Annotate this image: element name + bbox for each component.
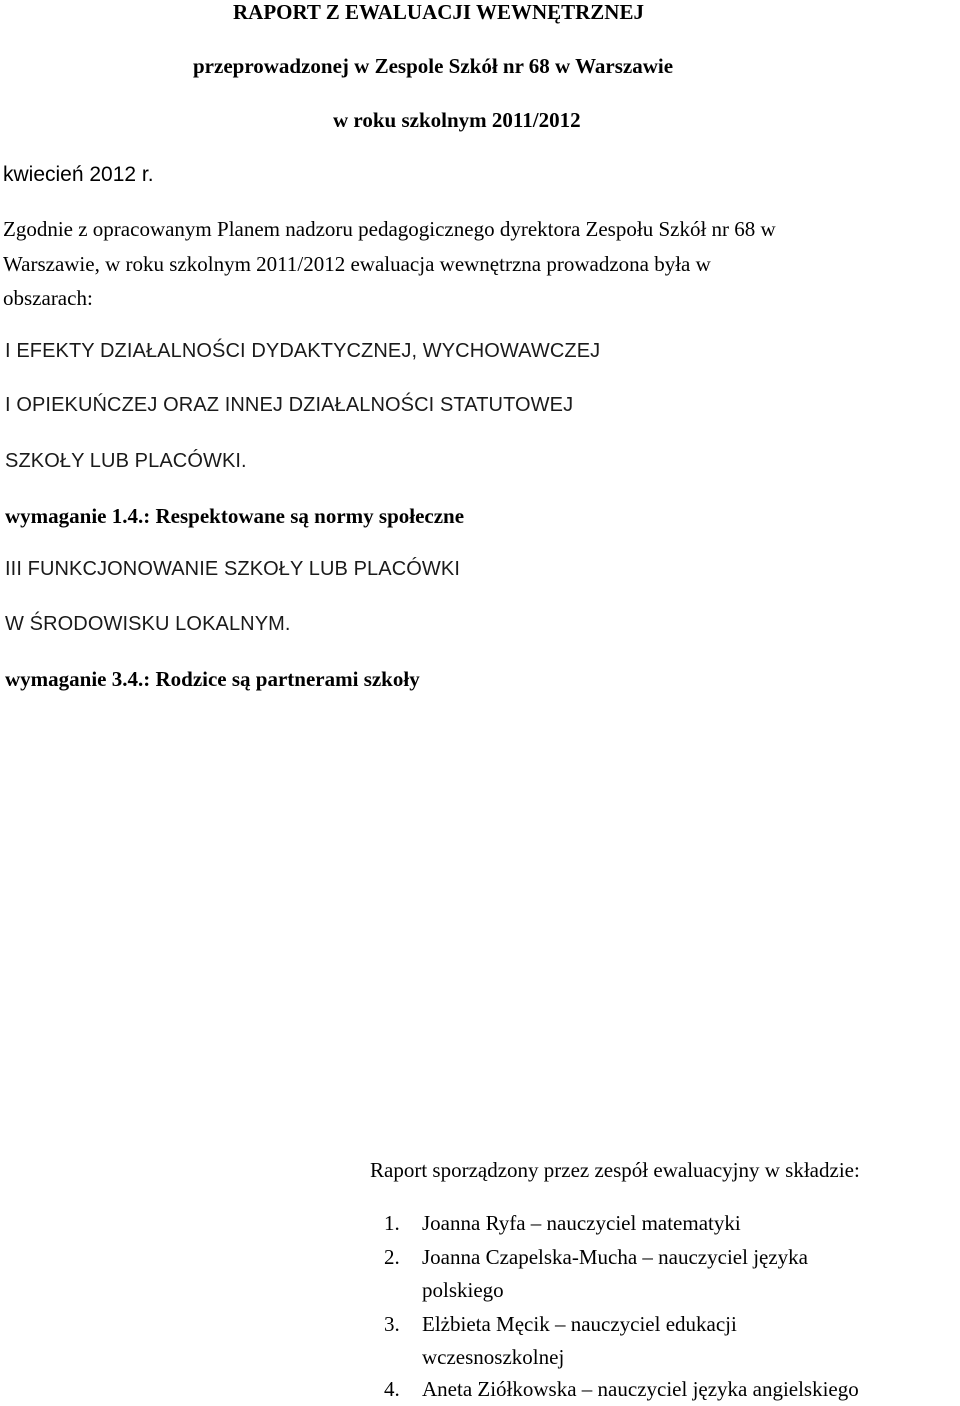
intro-line-1: Zgodnie z opracowanym Planem nadzoru pedagogicznego dyrektora Zespołu Szkół nr 68 w [3, 217, 776, 241]
member-text: Aneta Ziółkowska – nauczyciel języka angielskiego [422, 1377, 859, 1401]
report-title: RAPORT Z EWALUACJI WEWNĘTRZNEJ [233, 0, 644, 24]
member-text: Joanna Ryfa – nauczyciel matematyki [422, 1211, 741, 1235]
team-member [384, 1373, 960, 1406]
member-number: 3. [384, 1312, 400, 1336]
team-member [384, 1241, 960, 1307]
area-1-line-3: SZKOŁY LUB PLACÓWKI. [5, 450, 247, 472]
member-text: Joanna Czapelska-Mucha – nauczyciel języka [422, 1245, 808, 1269]
intro-line-3: obszarach: [3, 286, 93, 310]
member-number: 1. [384, 1211, 400, 1235]
member-text-cont: wczesnoszkolnej [422, 1345, 565, 1369]
member-number: 4. [384, 1377, 400, 1401]
member-number: 2. [384, 1245, 400, 1269]
member-text-cont: polskiego [422, 1278, 504, 1302]
school-year: w roku szkolnym 2011/2012 [333, 108, 581, 132]
requirement-3-4: wymaganie 3.4.: Rodzice są partnerami szkoły [5, 667, 420, 691]
member-text: Elżbieta Męcik – nauczyciel edukacji [422, 1312, 737, 1336]
report-subtitle: przeprowadzonej w Zespole Szkół nr 68 w Warszawie [193, 54, 674, 78]
team-member [384, 1207, 960, 1240]
report-date: kwiecień 2012 r. [3, 163, 154, 186]
area-1-line-1: I EFEKTY DZIAŁALNOŚCI DYDAKTYCZNEJ, WYCHOWAWCZEJ [5, 340, 601, 362]
requirement-1-4: wymaganie 1.4.: Respektowane są normy społeczne [5, 504, 465, 528]
area-1-line-2: I OPIEKUŃCZEJ ORAZ INNEJ DZIAŁALNOŚCI STATUTOWEJ [5, 394, 574, 416]
team-member [384, 1308, 960, 1374]
intro-line-2: Warszawie, w roku szkolnym 2011/2012 ewaluacja wewnętrzna prowadzona była w [3, 252, 711, 276]
area-3-line-2: W ŚRODOWISKU LOKALNYM. [5, 613, 291, 635]
team-header: Raport sporządzony przez zespół ewaluacyjny w składzie: [370, 1158, 860, 1182]
area-3-line-1: III FUNKCJONOWANIE SZKOŁY LUB PLACÓWKI [5, 558, 460, 580]
